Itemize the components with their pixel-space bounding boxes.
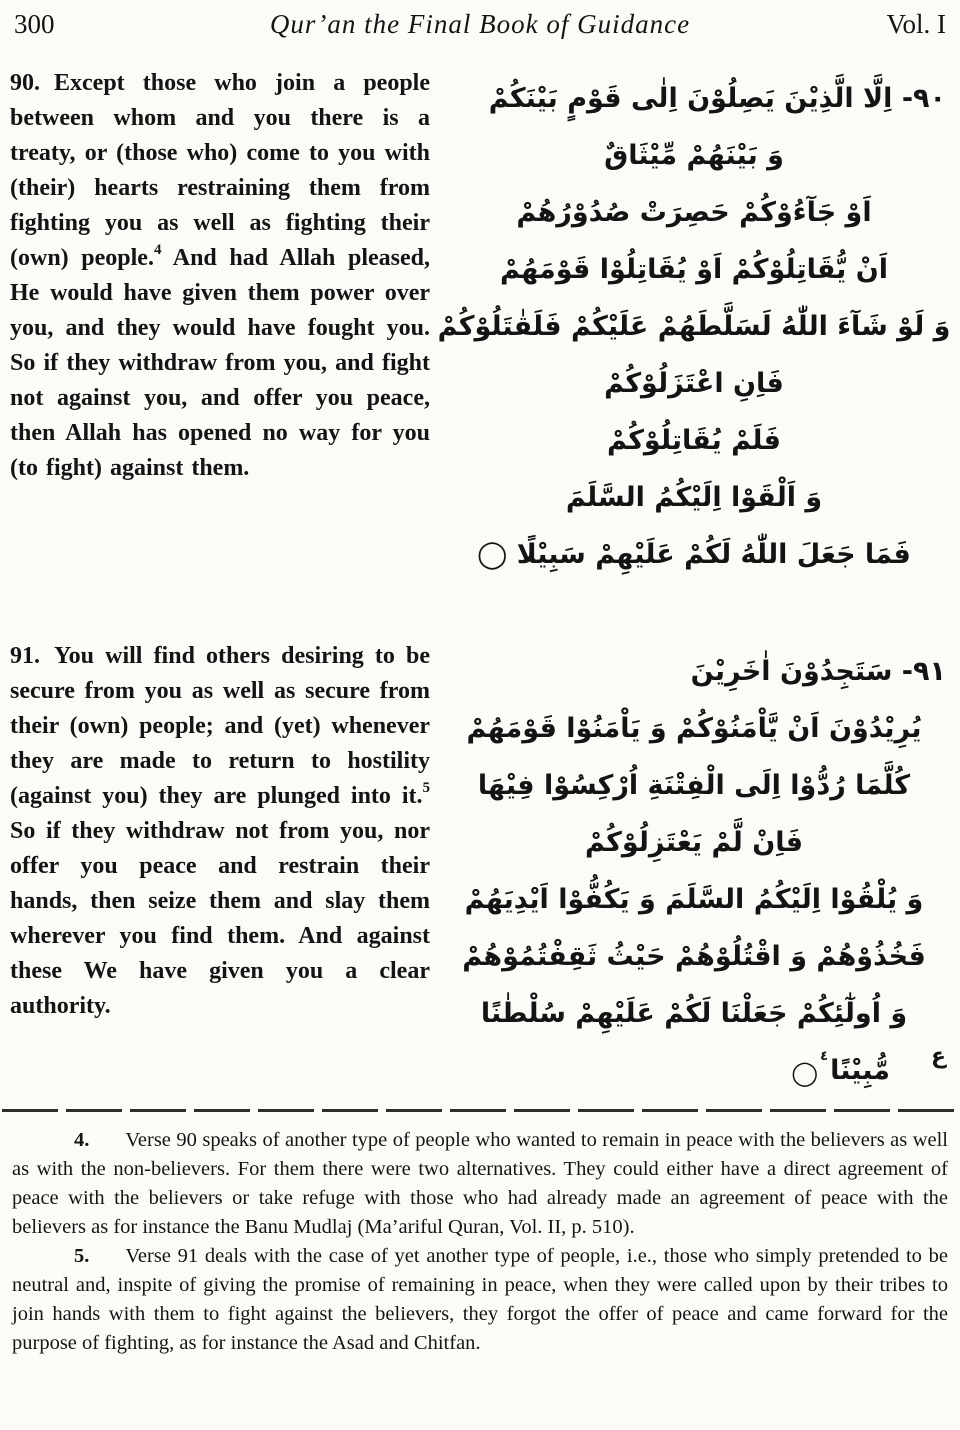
footnote-number: 5.	[74, 1245, 90, 1267]
arabic-line: وَ لَوْ شَآءَ اللّٰهُ لَسَلَّطَهُمْ عَلَيْكُمْ فَلَقٰتَلُوْكُمْ	[437, 311, 951, 342]
ayah-count-mark: ٤	[820, 1049, 829, 1064]
footnote-text: Verse 90 speaks of another type of people who wanted to remain in peace with the believers as well as with the non-believers. For them there were two alternatives. They could either have a direct agreement of peace with the believers or take refuge with those who had already made an agreement of peace with the believers as for instance the Banu Mudlaj (Ma’ariful Quran, Vol. II, p. 510).	[12, 1129, 948, 1238]
footnote-ref-4: 4	[153, 242, 162, 258]
verse-91-english	[0, 639, 430, 1097]
footnote-5	[12, 1242, 948, 1358]
arabic-line: كُلَّمَا رُدُّوْا اِلَى الْفِتْنَةِ اُرْكِسُوْا فِيْهَا	[477, 770, 911, 801]
footnote-ref-5: 5	[422, 780, 430, 796]
verse-90-arabic	[430, 66, 960, 593]
arabic-line: اَوْ جَآءُوْكُمْ حَصِرَتْ صُدُوْرُهُمْ	[516, 197, 872, 228]
arabic-line: وَ يُلْقُوْا اِلَيْكُمُ السَّلَمَ وَ يَكُفُّوْا اَيْدِيَهُمْ	[464, 884, 924, 915]
arabic-line: ٩٠- اِلَّا الَّذِيْنَ يَصِلُوْنَ اِلٰى قَوْمٍ بَيْنَكُمْ	[488, 83, 946, 114]
page-number: 300	[14, 9, 55, 39]
footnote-text: Verse 91 deals with the case of yet another type of people, i.e., those who simply pretended to be neutral and, inspite of giving the promise of remaining in peace, when they were called upon by their tribes to join hands with them to fight against the believers, they forgot the offer of peace and came forward for the purpose of fighting, as for instance the Asad and Chitfan.	[12, 1245, 948, 1354]
verses-area	[0, 40, 960, 1097]
arabic-line: فَخُذُوْهُمْ وَ اقْتُلُوْهُمْ حَيْثُ ثَقِفْتُمُوْهُمْ	[462, 941, 926, 972]
verse-91-arabic	[430, 639, 960, 1097]
arabic-line: اَنْ يُّقَاتِلُوْكُمْ اَوْ يُقَاتِلُوْا قَوْمَهُمْ	[500, 254, 888, 285]
arabic-line: وَ اَلْقَوْا اِلَيْكُمُ السَّلَمَ	[565, 482, 823, 513]
arabic-line: يُرِيْدُوْنَ اَنْ يَّاْمَنُوْكُمْ وَ يَاْمَنُوْا قَوْمَهُمْ	[466, 713, 922, 744]
arabic-line-last	[436, 1042, 952, 1097]
verse-91-row	[0, 639, 960, 1097]
footnote-number: 4.	[74, 1129, 90, 1151]
arabic-word: مُّبِيْنًا	[830, 1055, 890, 1086]
verse-90-row	[0, 66, 960, 593]
verse-number: 90.	[10, 70, 40, 96]
arabic-line: فَاِنْ لَّمْ يَعْتَزِلُوْكُمْ	[584, 827, 804, 858]
verse-text: And had Allah pleased, He would have given them power over you, and they would have fought you. So if they withdraw from you, and fight not against you, and offer you peace, then Allah has opened no way for you (to fight) against them.	[10, 245, 430, 481]
running-title: Qur’an the Final Book of Guidance	[269, 9, 691, 39]
arabic-line: فَاِنِ اعْتَزَلُوْكُمْ	[604, 368, 784, 399]
verse-text: So if they withdraw not from you, nor offer you peace and restrain their hands, then seize them and slay them wherever you find them. And against these We have given you a clear authority.	[10, 818, 430, 1019]
volume-label: Vol. I	[886, 9, 946, 39]
arabic-line: ٩١- سَتَجِدُوْنَ اٰخَرِيْنَ	[690, 656, 946, 687]
verse-text: Except those who join a people between whom and you there is a treaty, or (those who) come to you with (their) hearts restraining them from fighting you as well as fighting their (own) people.	[10, 70, 430, 271]
arabic-line: وَ اُولٰٓئِكُمْ جَعَلْنَا لَكُمْ عَلَيْهِمْ سُلْطٰنًا	[480, 998, 908, 1029]
footnote-4	[12, 1126, 948, 1242]
arabic-line: فَلَمْ يُقَاتِلُوْكُمْ	[607, 425, 781, 456]
verse-90-english	[0, 66, 430, 593]
ruku-marker-icon: ع	[930, 1044, 946, 1069]
footnotes-section	[0, 1112, 960, 1358]
page-header	[0, 0, 960, 40]
end-of-ayah-icon: ◯	[791, 1058, 819, 1087]
verse-number: 91.	[10, 643, 40, 669]
arabic-line: وَ بَيْنَهُمْ مِّيْثَاقٌ	[604, 140, 784, 171]
verse-text: You will find others desiring to be secure from you as well as secure from their (own) people; and (yet) whenever they are made to return to hostility (against you) they are plunged into it.	[10, 643, 430, 809]
arabic-line: فَمَا جَعَلَ اللّٰهُ لَكُمْ عَلَيْهِمْ سَبِيْلًا ◯	[477, 539, 911, 570]
